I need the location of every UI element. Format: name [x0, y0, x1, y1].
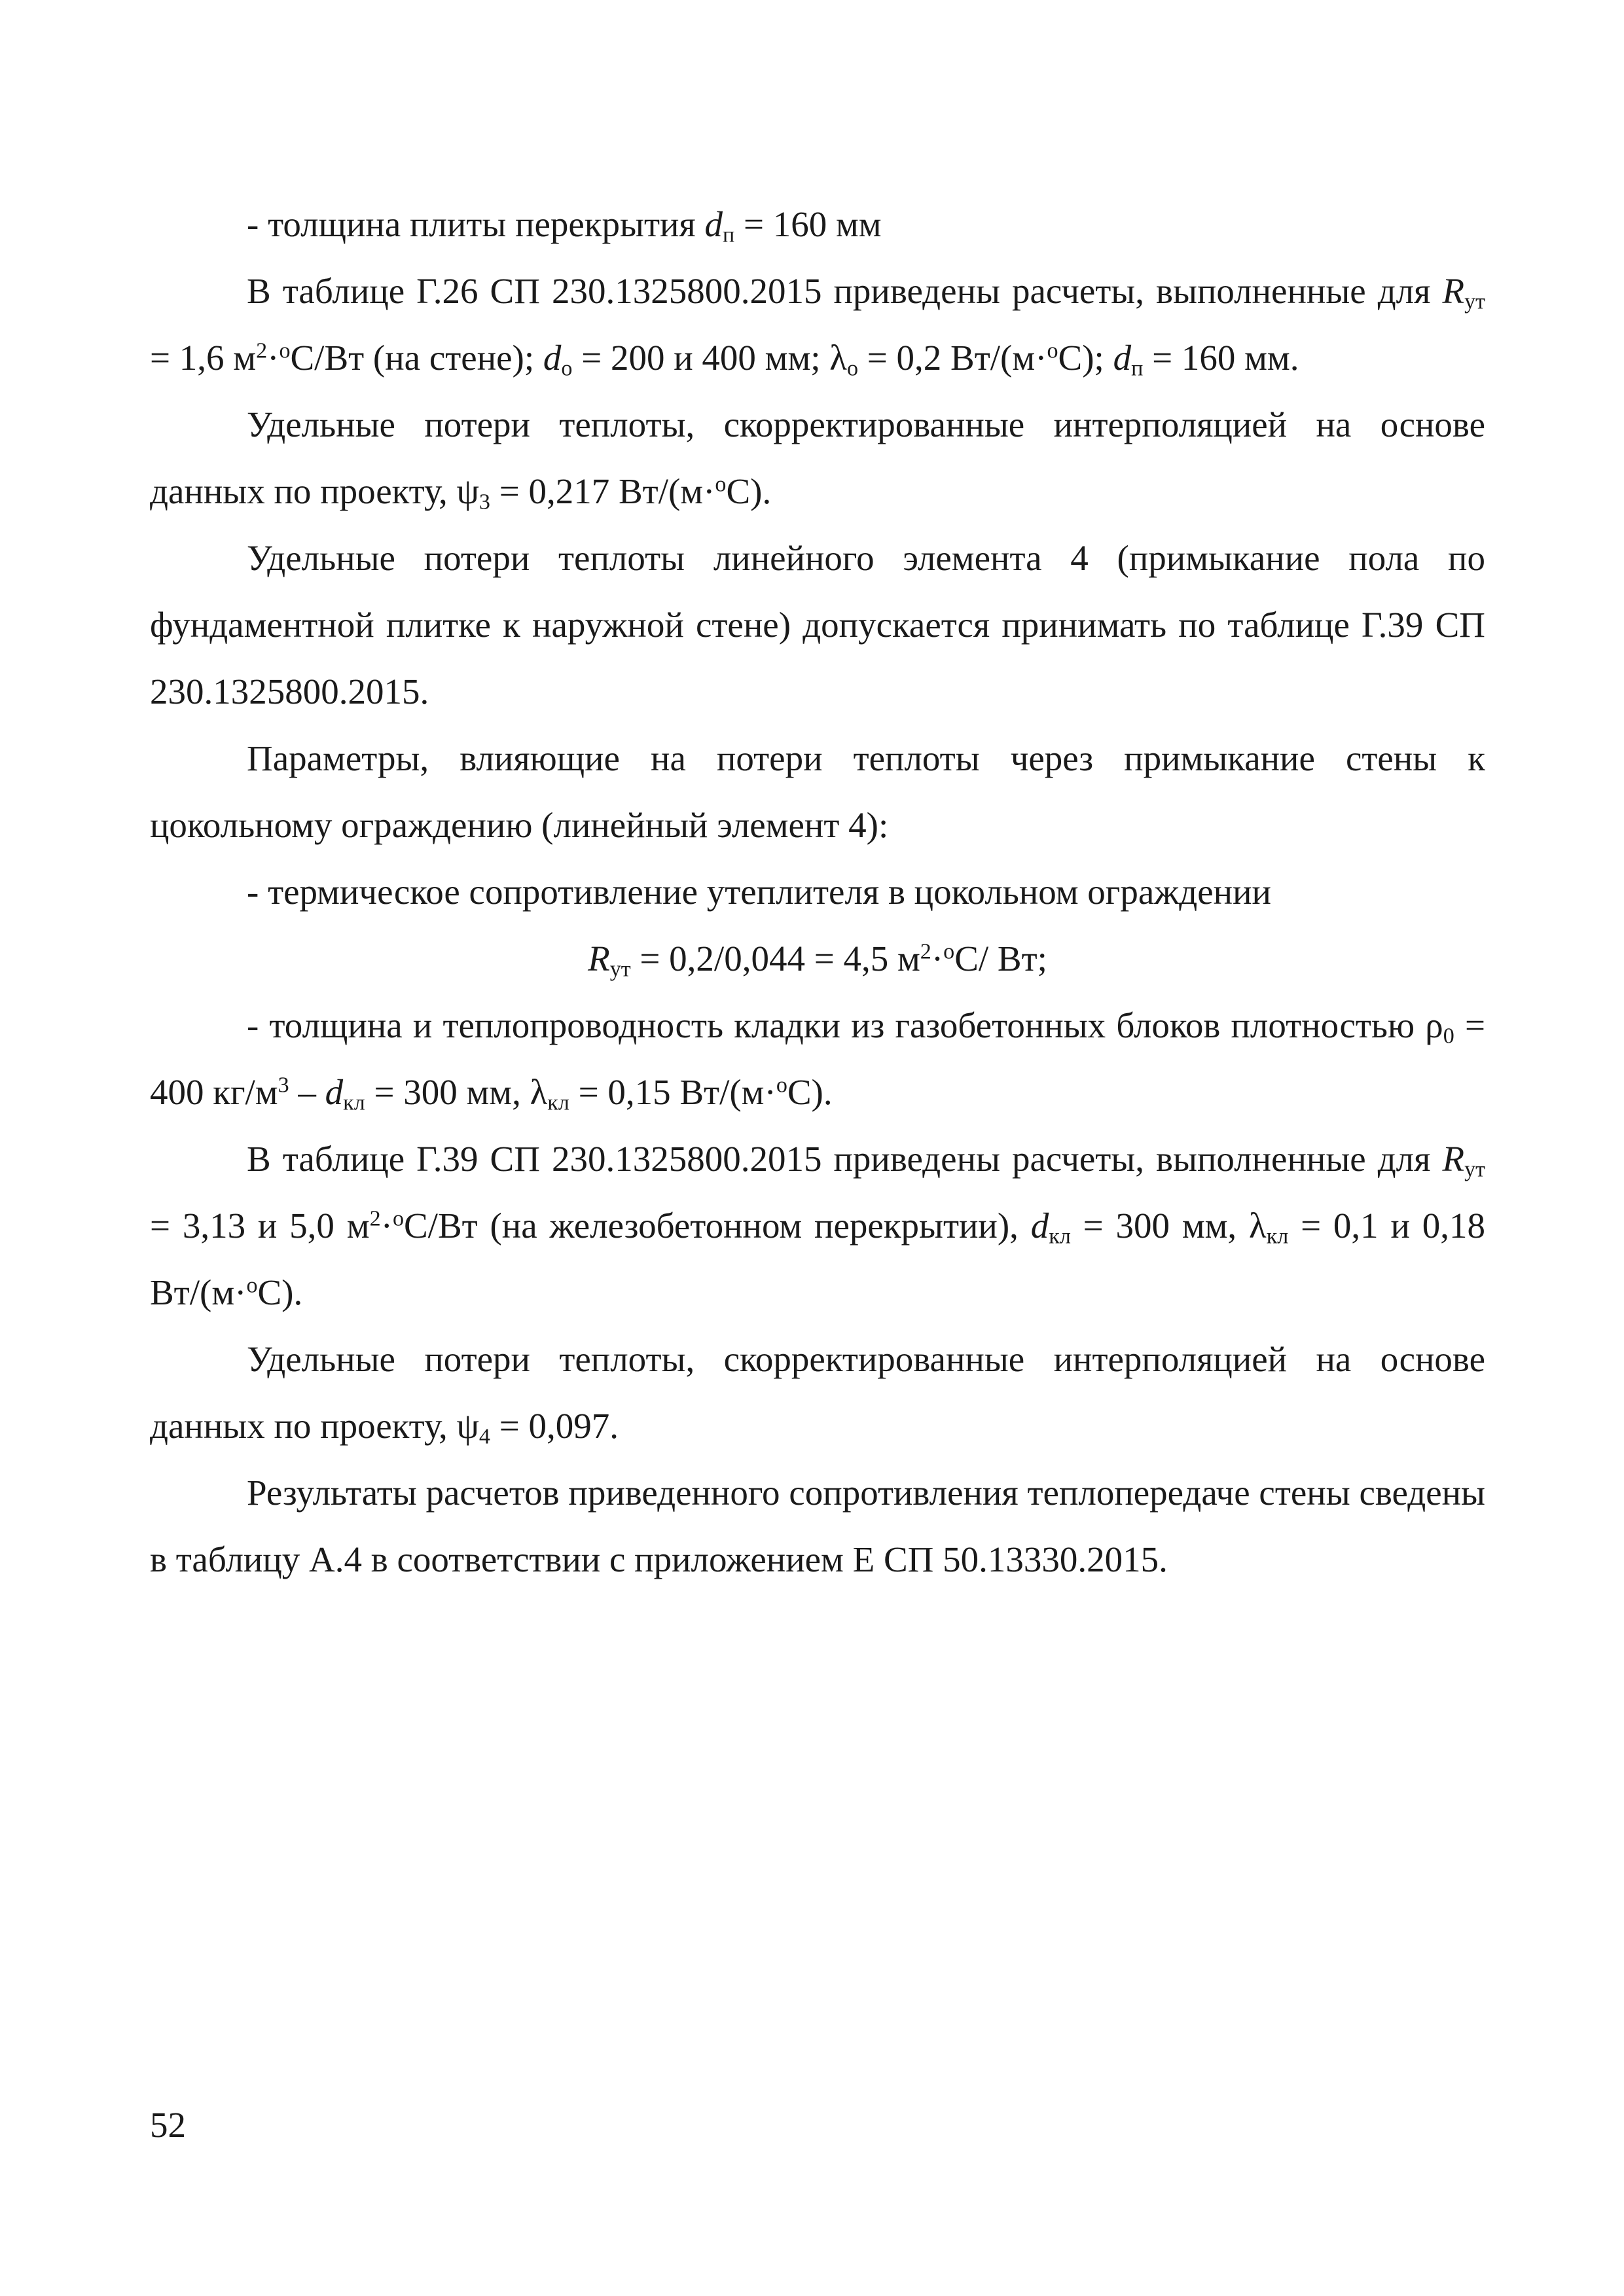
- text-run: В таблице Г.39 СП 230.1325800.2015 приведены расчеты, выполненные для: [247, 1139, 1443, 1179]
- subscript: ут: [609, 957, 631, 982]
- page-number: 52: [150, 2105, 186, 2145]
- symbol-d: d: [543, 338, 562, 378]
- paragraph-masonry: [150, 992, 1485, 1126]
- text-run: Удельные потери теплоты, скорректированные интерполяцией на основе данных по проекту, ψ: [150, 404, 1485, 511]
- subscript: кл: [343, 1090, 365, 1115]
- text-run: = 0,2 Вт/(м·: [858, 338, 1047, 378]
- superscript: о: [943, 939, 955, 964]
- paragraph-results: [150, 1460, 1485, 1593]
- subscript: о: [561, 356, 573, 381]
- superscript: о: [1047, 338, 1058, 363]
- paragraph-parameters: [150, 725, 1485, 859]
- superscript: 3: [278, 1073, 289, 1098]
- text-run: –: [289, 1072, 325, 1112]
- text-run: Параметры, влияющие на потери теплоты через примыкание стены к цокольному ограждению (линейный элемент 4):: [150, 738, 1485, 845]
- subscript: п: [1131, 356, 1144, 381]
- subscript: кл: [1049, 1224, 1071, 1249]
- text-run: Удельные потери теплоты, скорректированные интерполяцией на основе данных по проекту, ψ: [150, 1339, 1485, 1446]
- text-run: = 3,13 и 5,0 м: [150, 1206, 370, 1246]
- paragraph-psi4: [150, 1326, 1485, 1460]
- superscript: о: [246, 1273, 258, 1298]
- text-run: = 0,15 Вт/(м·: [569, 1072, 776, 1112]
- text-run: = 200 и 400 мм; λ: [572, 338, 847, 378]
- superscript: о: [392, 1206, 404, 1231]
- text-run: ·: [931, 939, 944, 978]
- paragraph-table-g39: [150, 1126, 1485, 1326]
- symbol-d: d: [704, 204, 723, 244]
- text-run: = 300 мм, λ: [1070, 1206, 1267, 1246]
- text-run: - толщина и теплопроводность кладки из газобетонных блоков плотностью ρ: [247, 1005, 1443, 1045]
- text-run: ·: [380, 1206, 393, 1246]
- text-run: С).: [257, 1272, 303, 1312]
- paragraph-psi3: [150, 391, 1485, 525]
- formula-r-ut: [150, 925, 1485, 992]
- text-run: Результаты расчетов приведенного сопротивления теплопередаче стены сведены в таблицу А.4 в соответствии с приложением Е СП 50.13330.2015.: [150, 1473, 1485, 1579]
- text-run: С/ Вт;: [954, 939, 1047, 978]
- text-run: = 300 мм, λ: [365, 1072, 548, 1112]
- text-run: = 400 кг/м: [150, 1005, 1485, 1112]
- text-run: = 160 мм.: [1143, 338, 1299, 378]
- text-run: = 0,097.: [490, 1406, 619, 1446]
- superscript: 2: [256, 338, 268, 363]
- text-run: = 160 мм: [734, 204, 882, 244]
- symbol-r: R: [1442, 271, 1465, 311]
- symbol-d: d: [325, 1072, 344, 1112]
- text-run: = 0,1 и 0,18 Вт/(м·: [150, 1206, 1486, 1312]
- text-run: = 0,217 Вт/(м·: [490, 471, 715, 511]
- text-run: С);: [1058, 338, 1113, 378]
- subscript: о: [846, 356, 859, 381]
- subscript: ут: [1464, 289, 1485, 314]
- subscript: 4: [478, 1424, 490, 1449]
- subscript: кл: [547, 1090, 569, 1115]
- subscript: п: [722, 223, 735, 247]
- subscript: 3: [478, 490, 490, 514]
- text-run: С).: [787, 1072, 833, 1112]
- paragraph-slab-thickness: [150, 191, 1485, 258]
- paragraph-table-g26: [150, 258, 1485, 391]
- page-body: [150, 191, 1485, 1593]
- text-run: С/Вт (на железобетонном перекрытии),: [403, 1206, 1031, 1246]
- text-run: = 1,6 м: [150, 338, 257, 378]
- symbol-r: R: [1442, 1139, 1465, 1179]
- text-run: - толщина плиты перекрытия: [247, 204, 705, 244]
- text-run: = 0,2/0,044 = 4,5 м: [630, 939, 920, 978]
- subscript: кл: [1266, 1224, 1289, 1249]
- text-run: ·: [267, 338, 280, 378]
- subscript: ут: [1464, 1157, 1485, 1182]
- subscript: 0: [1443, 1024, 1454, 1049]
- text-run: С).: [726, 471, 772, 511]
- superscript: о: [776, 1073, 787, 1098]
- symbol-d: d: [1113, 338, 1132, 378]
- superscript: 2: [920, 939, 931, 964]
- superscript: 2: [369, 1206, 381, 1231]
- paragraph-thermal-resistance: [150, 859, 1485, 925]
- text-run: - термическое сопротивление утеплителя в цокольном ограждении: [247, 872, 1271, 912]
- symbol-d: d: [1030, 1206, 1049, 1246]
- symbol-r: R: [588, 939, 610, 978]
- paragraph-element-4: [150, 525, 1485, 725]
- text-run: Удельные потери теплоты линейного элемента 4 (примыкание пола по фундаментной плитке к наружной стене) допускается принимать по таблице Г.39 СП 230.1325800.2015.: [150, 538, 1485, 711]
- text-run: С/Вт (на стене);: [290, 338, 543, 378]
- text-run: В таблице Г.26 СП 230.1325800.2015 приведены расчеты, выполненные для: [247, 271, 1443, 311]
- superscript: о: [715, 472, 727, 497]
- superscript: о: [279, 338, 291, 363]
